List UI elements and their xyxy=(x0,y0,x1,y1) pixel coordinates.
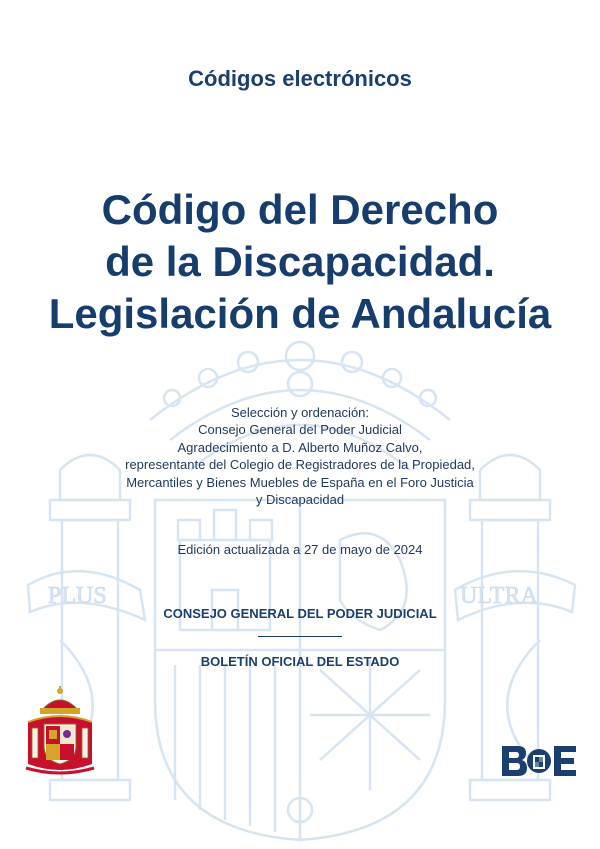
title-line-3: Legislación de Andalucía xyxy=(48,290,552,337)
document-title xyxy=(20,184,580,340)
credits-line: Consejo General del Poder Judicial xyxy=(198,422,402,438)
publisher-cgpj: CONSEJO GENERAL DEL PODER JUDICIAL xyxy=(163,606,437,621)
publisher-boe: BOLETÍN OFICIAL DEL ESTADO xyxy=(200,654,400,669)
boe-logo xyxy=(500,744,578,778)
credits-line: Selección y ordenación: xyxy=(230,405,370,420)
credits-line: y Discapacidad xyxy=(255,492,345,508)
publisher-divider xyxy=(258,636,342,637)
credits-block xyxy=(60,404,540,508)
credits-line: representante del Colegio de Registradores de la Propiedad, xyxy=(125,457,475,473)
cgpj-crest-logo xyxy=(22,684,98,776)
title-line-2: de la Discapacidad. xyxy=(105,238,495,285)
credits-line: Mercantiles y Bienes Muebles de España en el Foro Justicia xyxy=(126,474,474,490)
svg-text:ULTRA: ULTRA xyxy=(460,583,538,609)
series-title: Códigos electrónicos xyxy=(188,66,412,91)
svg-text:PLUS: PLUS xyxy=(48,583,107,609)
credits-line: Agradecimiento a D. Alberto Muñoz Calvo, xyxy=(177,439,423,455)
title-line-1: Código del Derecho xyxy=(101,186,499,233)
edition-date: Edición actualizada a 27 de mayo de 2024 xyxy=(177,542,423,557)
